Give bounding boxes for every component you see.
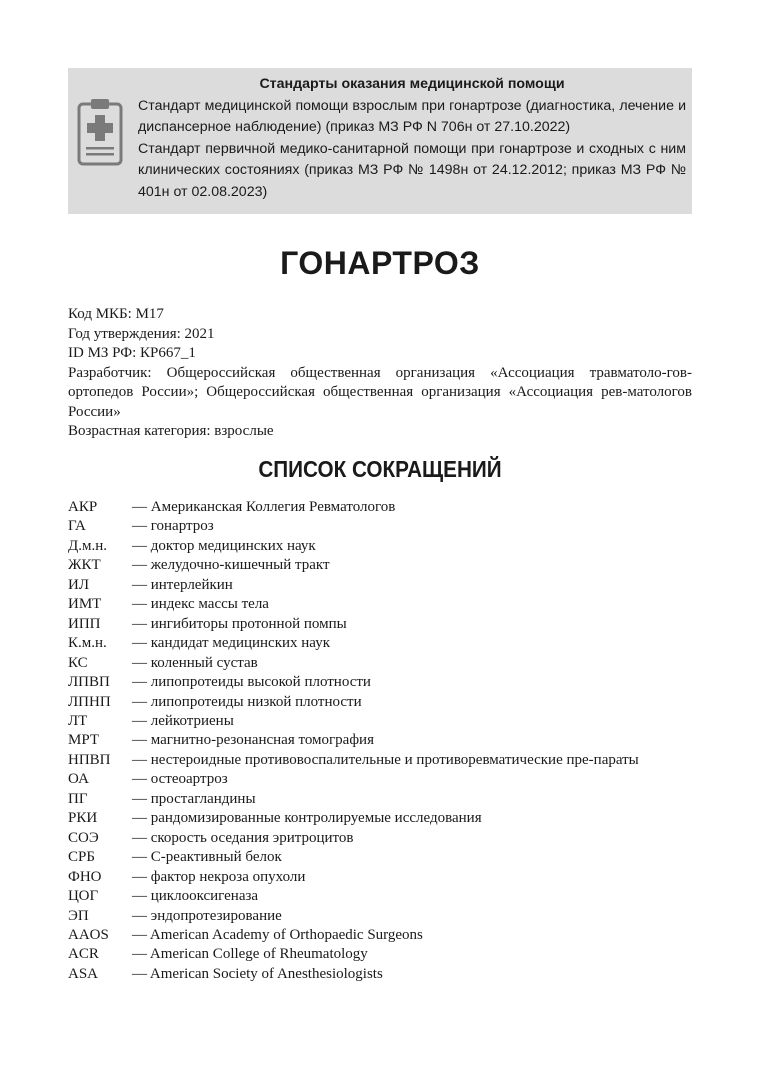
- abbreviations-title: СПИСОК СОКРАЩЕНИЙ: [258, 456, 502, 482]
- abbreviation-definition: — лейкотриены: [132, 712, 234, 729]
- standards-box: [68, 68, 692, 214]
- abbreviation-definition: — индекс массы тела: [132, 596, 269, 613]
- abbreviation-definition: — липопротеиды низкой плотности: [132, 693, 362, 710]
- list-item: [68, 887, 692, 906]
- abbreviation-term: ИЛ: [68, 576, 90, 593]
- abbreviation-term: ЛПВП: [68, 674, 110, 691]
- abbreviation-term: ИМТ: [68, 596, 102, 613]
- abbreviation-term: РКИ: [68, 810, 98, 827]
- list-item: [68, 654, 692, 673]
- list-item: [68, 517, 692, 536]
- abbreviation-term: СРБ: [68, 849, 95, 866]
- abbreviation-term: ЭП: [68, 907, 89, 924]
- list-item: [68, 712, 692, 731]
- abbreviation-term: СОЭ: [68, 829, 99, 846]
- standard-item: Стандарт медицинской помощи взрослым при гонартрозе (диагностика, лечение и диспансерное наблюдение) (приказ МЗ РФ N 706н от 27.10.2022): [138, 97, 686, 135]
- abbreviation-term: ACR: [68, 946, 99, 963]
- list-item: [68, 498, 692, 517]
- abbreviation-term: ФНО: [68, 868, 102, 885]
- abbreviation-term: К.м.н.: [68, 635, 107, 652]
- abbreviation-definition: — простагландины: [132, 790, 256, 807]
- abbreviation-definition: — остеоартроз: [132, 771, 228, 788]
- abbreviations-list: [68, 498, 692, 984]
- list-item: [68, 556, 692, 575]
- developer: Разработчик: Общероссийская общественная организация «Ассоциация травматоло-гов-ортопедов России»; Общероссийская общественная организация «Ассоциация рев-матологов России»: [68, 364, 692, 420]
- document-meta: [68, 305, 692, 442]
- approval-year: Год утверждения: 2021: [68, 325, 215, 342]
- list-item: [68, 693, 692, 712]
- list-item: [68, 537, 692, 556]
- abbreviation-definition: — нестероидные противовоспалительные и противоревматические пре-параты: [132, 751, 639, 768]
- abbreviation-definition: — Американская Коллегия Ревматологов: [132, 499, 396, 515]
- abbreviation-definition: — циклооксигеназа: [132, 888, 259, 905]
- abbreviation-definition: — American Society of Anesthesiologists: [132, 965, 383, 982]
- abbreviation-definition: — интерлейкин: [132, 576, 233, 593]
- icd-code: Код МКБ: M17: [68, 306, 164, 322]
- list-item: [68, 770, 692, 789]
- abbreviation-definition: — желудочно-кишечный тракт: [132, 557, 330, 574]
- standards-heading: Стандарты оказания медицинской помощи: [259, 76, 565, 92]
- abbreviation-term: ГА: [68, 518, 86, 535]
- list-item: [68, 868, 692, 887]
- abbreviation-term: НПВП: [68, 751, 111, 768]
- abbreviation-definition: — С-реактивный белок: [132, 849, 282, 866]
- abbreviation-term: ЖКТ: [68, 557, 101, 574]
- list-item: [68, 829, 692, 848]
- standard-item: Стандарт первичной медико-санитарной помощи при гонартрозе и сходных с ним клинических состояниях (приказ МЗ РФ № 1498н от 24.12.2012; приказ МЗ РФ № 401н от 02.08.2023): [138, 140, 686, 200]
- abbreviation-definition: — гонартроз: [132, 518, 214, 535]
- abbreviation-term: ПГ: [68, 790, 88, 807]
- list-item: [68, 907, 692, 926]
- list-item: [68, 576, 692, 595]
- abbreviation-term: КС: [68, 654, 88, 671]
- ministry-id: ID МЗ РФ: КР667_1: [68, 345, 196, 361]
- list-item: [68, 848, 692, 867]
- list-item: [68, 751, 692, 770]
- abbreviation-definition: — коленный сустав: [132, 654, 258, 671]
- abbreviation-definition: — American College of Rheumatology: [132, 946, 368, 963]
- list-item: [68, 595, 692, 614]
- abbreviation-definition: — ингибиторы протонной помпы: [132, 615, 347, 632]
- list-item: [68, 809, 692, 828]
- abbreviation-definition: — липопротеиды высокой плотности: [132, 674, 371, 691]
- list-item: [68, 945, 692, 964]
- abbreviation-term: МРТ: [68, 732, 100, 749]
- list-item: [68, 634, 692, 653]
- medical-clipboard-icon: [77, 98, 123, 166]
- abbreviation-definition: — скорость оседания эритроцитов: [132, 829, 354, 846]
- abbreviation-term: АКР: [68, 499, 98, 515]
- abbreviation-definition: — магнитно-резонансная томография: [132, 732, 374, 749]
- abbreviation-term: ОА: [68, 771, 89, 788]
- abbreviation-term: AAOS: [68, 926, 109, 943]
- abbreviation-definition: — доктор медицинских наук: [132, 537, 316, 554]
- abbreviation-term: ЛТ: [68, 712, 88, 729]
- abbreviation-term: ЛПНП: [68, 693, 111, 710]
- abbreviation-definition: — кандидат медицинских наук: [132, 635, 330, 652]
- list-item: [68, 731, 692, 750]
- list-item: [68, 673, 692, 692]
- list-item: [68, 926, 692, 945]
- page-title: ГОНАРТРОЗ: [280, 245, 480, 281]
- abbreviation-definition: — эндопротезирование: [132, 907, 282, 924]
- abbreviation-term: ASA: [68, 965, 99, 982]
- abbreviation-term: Д.м.н.: [68, 537, 108, 554]
- list-item: [68, 965, 692, 984]
- abbreviation-term: ИПП: [68, 615, 101, 632]
- list-item: [68, 615, 692, 634]
- age-category: Возрастная категория: взрослые: [68, 423, 274, 439]
- abbreviation-definition: — фактор некроза опухоли: [132, 868, 306, 885]
- list-item: [68, 790, 692, 809]
- abbreviation-definition: — American Academy of Orthopaedic Surgeons: [132, 926, 423, 943]
- abbreviation-definition: — рандомизированные контролируемые исследования: [132, 810, 482, 827]
- abbreviation-term: ЦОГ: [68, 888, 99, 905]
